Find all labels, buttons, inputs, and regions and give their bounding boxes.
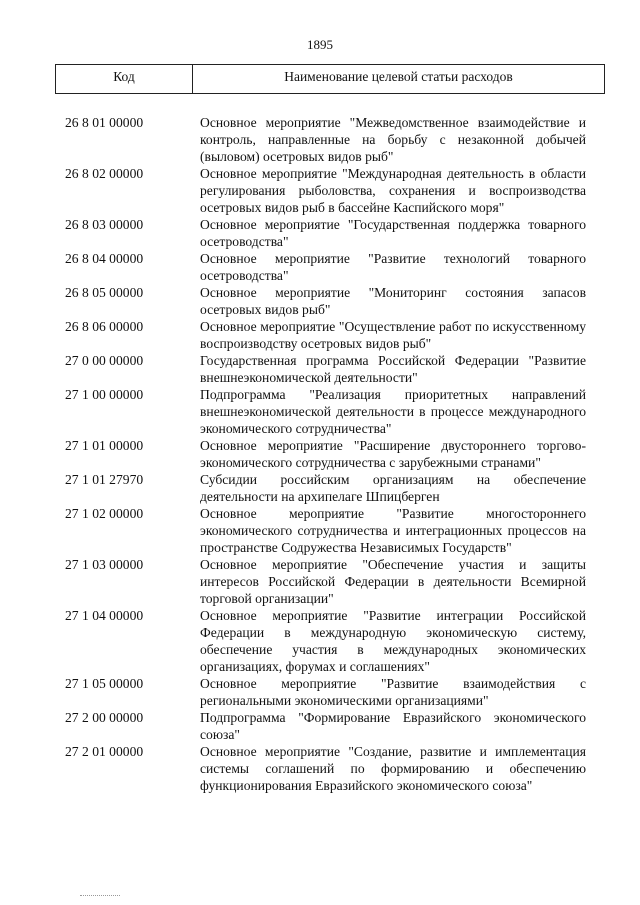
row-name: Основное мероприятие "Обеспечение участия и защиты интересов Российской Федерации в деятельности Всемирной торговой организации" <box>200 557 586 606</box>
table-row <box>0 675 640 709</box>
row-name: Основное мероприятие "Развитие технологий товарного осетроводства" <box>200 251 586 283</box>
table-row <box>0 505 640 556</box>
row-code: 27 1 03 00000 <box>65 557 144 572</box>
table-row <box>0 114 640 165</box>
row-code: 27 1 04 00000 <box>65 608 144 623</box>
header-name-column: Наименование целевой статьи расходов <box>284 69 513 84</box>
header-code-column: Код <box>56 65 193 93</box>
row-code: 27 1 02 00000 <box>65 506 144 521</box>
row-name: Основное мероприятие "Осуществление работ по искусственному воспроизводству осетровых видов рыб" <box>200 319 586 351</box>
table-row <box>0 386 640 437</box>
row-name: Основное мероприятие "Межведомственное взаимодействие и контроль, направленные на борьбу с незаконной добычей (выловом) осетровых видов рыб" <box>200 115 586 164</box>
row-name: Основное мероприятие "Международная деятельность в области регулирования рыболовства, сохранения и воспроизводства осетровых видов рыб в бассейне Каспийского моря" <box>200 166 586 215</box>
table-row <box>0 743 640 794</box>
row-code: 27 2 01 00000 <box>65 744 144 759</box>
row-code: 26 8 06 00000 <box>65 319 144 334</box>
table-row <box>0 471 640 505</box>
row-name: Основное мероприятие "Создание, развитие и имплементация системы соглашений по формированию и обеспечению функционирования Евразийского экономического союза" <box>200 744 586 793</box>
row-name: Основное мероприятие "Развитие многостороннего экономического сотрудничества и интеграционных процессов на пространстве Содружества Независимых Государств" <box>200 506 586 555</box>
row-code: 27 1 01 27970 <box>65 472 144 487</box>
row-name: Государственная программа Российской Федерации "Развитие внешнеэкономической деятельности" <box>200 353 586 385</box>
table-row <box>0 250 640 284</box>
row-code: 27 2 00 00000 <box>65 710 144 725</box>
bottom-divider <box>80 895 120 896</box>
row-name: Основное мероприятие "Развитие интеграции Российской Федерации в международную экономическую систему, обеспечение участия в международных экономических организациях, форумах и соглашениях" <box>200 608 586 674</box>
row-name: Подпрограмма "Реализация приоритетных направлений внешнеэкономической деятельности в процессе международного экономического сотрудничества" <box>200 387 586 436</box>
table-row <box>0 607 640 675</box>
table-row <box>0 556 640 607</box>
row-code: 27 0 00 00000 <box>65 353 144 368</box>
table-row <box>0 437 640 471</box>
table-row <box>0 284 640 318</box>
row-name: Основное мероприятие "Расширение двустороннего торгово-экономического сотрудничества с зарубежными странами" <box>200 438 586 470</box>
row-name: Подпрограмма "Формирование Евразийского экономического союза" <box>200 710 586 742</box>
row-code: 26 8 05 00000 <box>65 285 144 300</box>
row-code: 27 1 00 00000 <box>65 387 144 402</box>
table-row <box>0 165 640 216</box>
row-code: 27 1 01 00000 <box>65 438 144 453</box>
table-header <box>55 64 605 94</box>
row-name: Основное мероприятие "Развитие взаимодействия с региональными экономическими организациями" <box>200 676 586 708</box>
row-code: 27 1 05 00000 <box>65 676 144 691</box>
table-row <box>0 709 640 743</box>
row-name: Субсидии российским организациям на обеспечение деятельности на архипелаге Шпицберген <box>200 472 586 504</box>
table-row <box>0 318 640 352</box>
budget-items-list <box>0 114 640 794</box>
row-code: 26 8 04 00000 <box>65 251 144 266</box>
page-number: 1895 <box>307 37 333 52</box>
row-name: Основное мероприятие "Мониторинг состояния запасов осетровых видов рыб" <box>200 285 586 317</box>
row-name: Основное мероприятие "Государственная поддержка товарного осетроводства" <box>200 217 586 249</box>
table-row <box>0 216 640 250</box>
row-code: 26 8 03 00000 <box>65 217 144 232</box>
row-code: 26 8 01 00000 <box>65 115 144 130</box>
row-code: 26 8 02 00000 <box>65 166 144 181</box>
table-row <box>0 352 640 386</box>
